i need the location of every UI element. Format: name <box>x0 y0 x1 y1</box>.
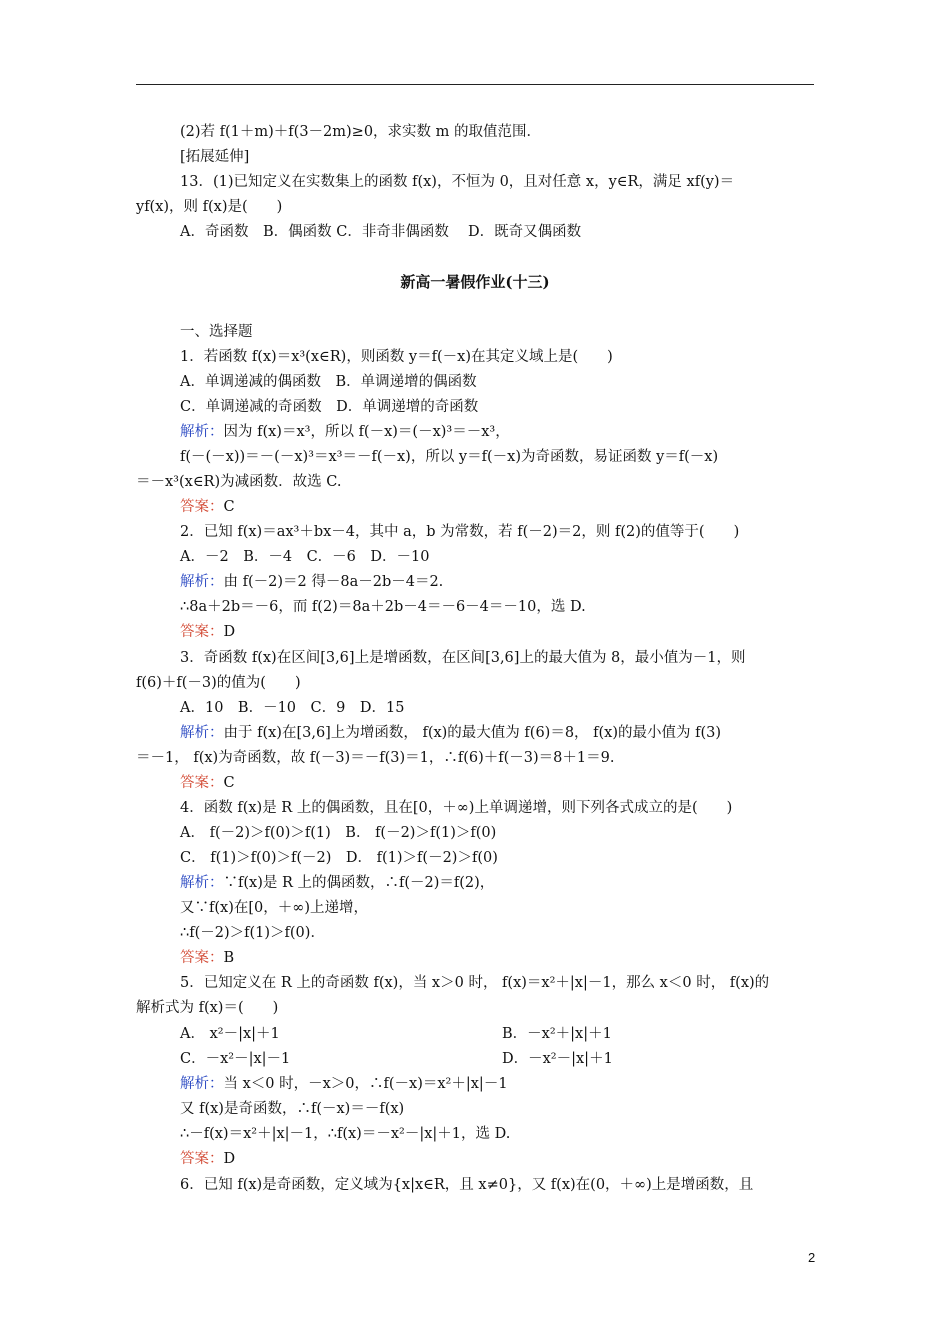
q3-options: A．10 B．－10 C．9 D．15 <box>180 700 405 716</box>
answer-label: 答案： <box>180 624 224 640</box>
q1-options-ab: A．单调递减的偶函数 B．单调递增的偶函数 <box>180 374 477 390</box>
q4-hint-line2: 又∵f(x)在[0，＋∞)上递增， <box>180 900 368 916</box>
q3-hint-line2: ＝－1， f(x)为奇函数，故 f(－3)＝－f(3)＝1，∴f(6)＋f(－3)＝8＋1＝9. <box>136 750 615 766</box>
hint-label: 解析： <box>180 574 224 590</box>
section-heading: 一、选择题 <box>180 324 253 340</box>
q4-answer: 答案：B <box>180 950 235 966</box>
q1-answer: 答案：C <box>180 499 235 515</box>
homework-title: 新高一暑假作业(十三) <box>400 273 550 291</box>
q4-options-cd: C． f(1)＞f(0)＞f(－2) D． f(1)＞f(－2)＞f(0) <box>180 850 498 866</box>
q5-hint-line2: 又 f(x)是奇函数，∴f(－x)＝－f(x) <box>180 1101 405 1117</box>
q4-hint: 解析：∵f(x)是 R 上的偶函数，∴f(－2)＝f(2)， <box>180 875 495 891</box>
q3-stem-line2: f(6)＋f(－3)的值为( ) <box>136 675 301 691</box>
q2-hint-line2: ∴8a＋2b＝－6，而 f(2)＝8a＋2b－4＝－6－4＝－10，选 D. <box>180 599 586 615</box>
answer-label: 答案： <box>180 775 224 791</box>
header-rule <box>136 84 814 85</box>
q3-hint: 解析：由于 f(x)在[3,6]上为增函数， f(x)的最大值为 f(6)＝8， f(x)的最小值为 f(3) <box>180 725 722 741</box>
q1-stem: 1．若函数 f(x)＝x³(x∈R)，则函数 y＝f(－x)在其定义域上是( ) <box>180 349 613 365</box>
answer-label: 答案： <box>180 499 224 515</box>
q2-stem: 2．已知 f(x)＝ax³＋bx－4，其中 a，b 为常数，若 f(－2)＝2，则 f(2)的值等于( ) <box>180 524 740 540</box>
hint-label: 解析： <box>180 875 224 891</box>
hint-label: 解析： <box>180 1076 224 1092</box>
q13-options: A．奇函数 B．偶函数 C．非奇非偶函数 D．既奇又偶函数 <box>180 224 582 240</box>
q4-hint-line3: ∴f(－2)＞f(1)＞f(0)． <box>180 925 325 941</box>
q5-option-a: A． x²－|x|＋1 <box>180 1026 280 1042</box>
q5-hint-line3: ∴－f(x)＝x²＋|x|－1，∴f(x)＝－x²－|x|＋1，选 D. <box>180 1126 511 1142</box>
q4-stem: 4．函数 f(x)是 R 上的偶函数，且在[0，＋∞)上单调递增，则下列各式成立的是( ) <box>180 800 733 816</box>
q3-stem-line1: 3．奇函数 f(x)在区间[3,6]上是增函数，在区间[3,6]上的最大值为 8，最小值为－1，则 <box>180 650 746 666</box>
q5-stem-line1: 5．已知定义在 R 上的奇函数 f(x)，当 x＞0 时， f(x)＝x²＋|x|－1，那么 x＜0 时， f(x)的 <box>180 975 770 991</box>
q5-stem-line2: 解析式为 f(x)＝( ) <box>136 1000 279 1016</box>
page-number: 2 <box>808 1250 816 1265</box>
q6-stem-line1: 6．已知 f(x)是奇函数，定义域为{x|x∈R，且 x≠0}，又 f(x)在(0，＋∞)上是增函数，且 <box>180 1177 754 1193</box>
q5-option-c: C．－x²－|x|－1 <box>180 1051 291 1067</box>
q13-stem-line1: 13．(1)已知定义在实数集上的函数 f(x)，不恒为 0，且对任意 x，y∈R，满足 xf(y)＝ <box>180 174 735 190</box>
q1-hint: 解析：因为 f(x)＝x³，所以 f(－x)＝(－x)³＝－x³， <box>180 424 510 440</box>
q5-answer: 答案：D <box>180 1151 236 1167</box>
q3-answer: 答案：C <box>180 775 235 791</box>
hint-label: 解析： <box>180 725 224 741</box>
q5-option-d: D．－x²－|x|＋1 <box>502 1051 613 1067</box>
part-2-question: (2)若 f(1＋m)＋f(3－2m)≥0，求实数 m 的取值范围． <box>180 124 542 140</box>
q2-options: A．－2 B．－4 C．－6 D．－10 <box>180 549 430 565</box>
q1-options-cd: C．单调递减的奇函数 D．单调递增的奇函数 <box>180 399 479 415</box>
q1-hint-line2: f(－(－x))＝－(－x)³＝x³＝－f(－x)，所以 y＝f(－x)为奇函数，易证函数 y＝f(－x) <box>180 449 719 465</box>
answer-label: 答案： <box>180 950 224 966</box>
q13-stem-line2: yf(x)，则 f(x)是( ) <box>136 199 283 215</box>
q2-answer: 答案：D <box>180 624 236 640</box>
q4-options-ab: A． f(－2)＞f(0)＞f(1) B． f(－2)＞f(1)＞f(0) <box>180 825 497 841</box>
q5-hint: 解析：当 x＜0 时，－x＞0，∴f(－x)＝x²＋|x|－1 <box>180 1076 508 1092</box>
extension-heading: [拓展延伸] <box>180 149 250 165</box>
answer-label: 答案： <box>180 1151 224 1167</box>
q1-hint-line3: ＝－x³(x∈R)为减函数．故选 C. <box>136 474 342 490</box>
q5-option-b: B．－x²＋|x|＋1 <box>502 1026 612 1042</box>
hint-label: 解析： <box>180 424 224 440</box>
q2-hint: 解析：由 f(－2)＝2 得－8a－2b－4＝2. <box>180 574 444 590</box>
